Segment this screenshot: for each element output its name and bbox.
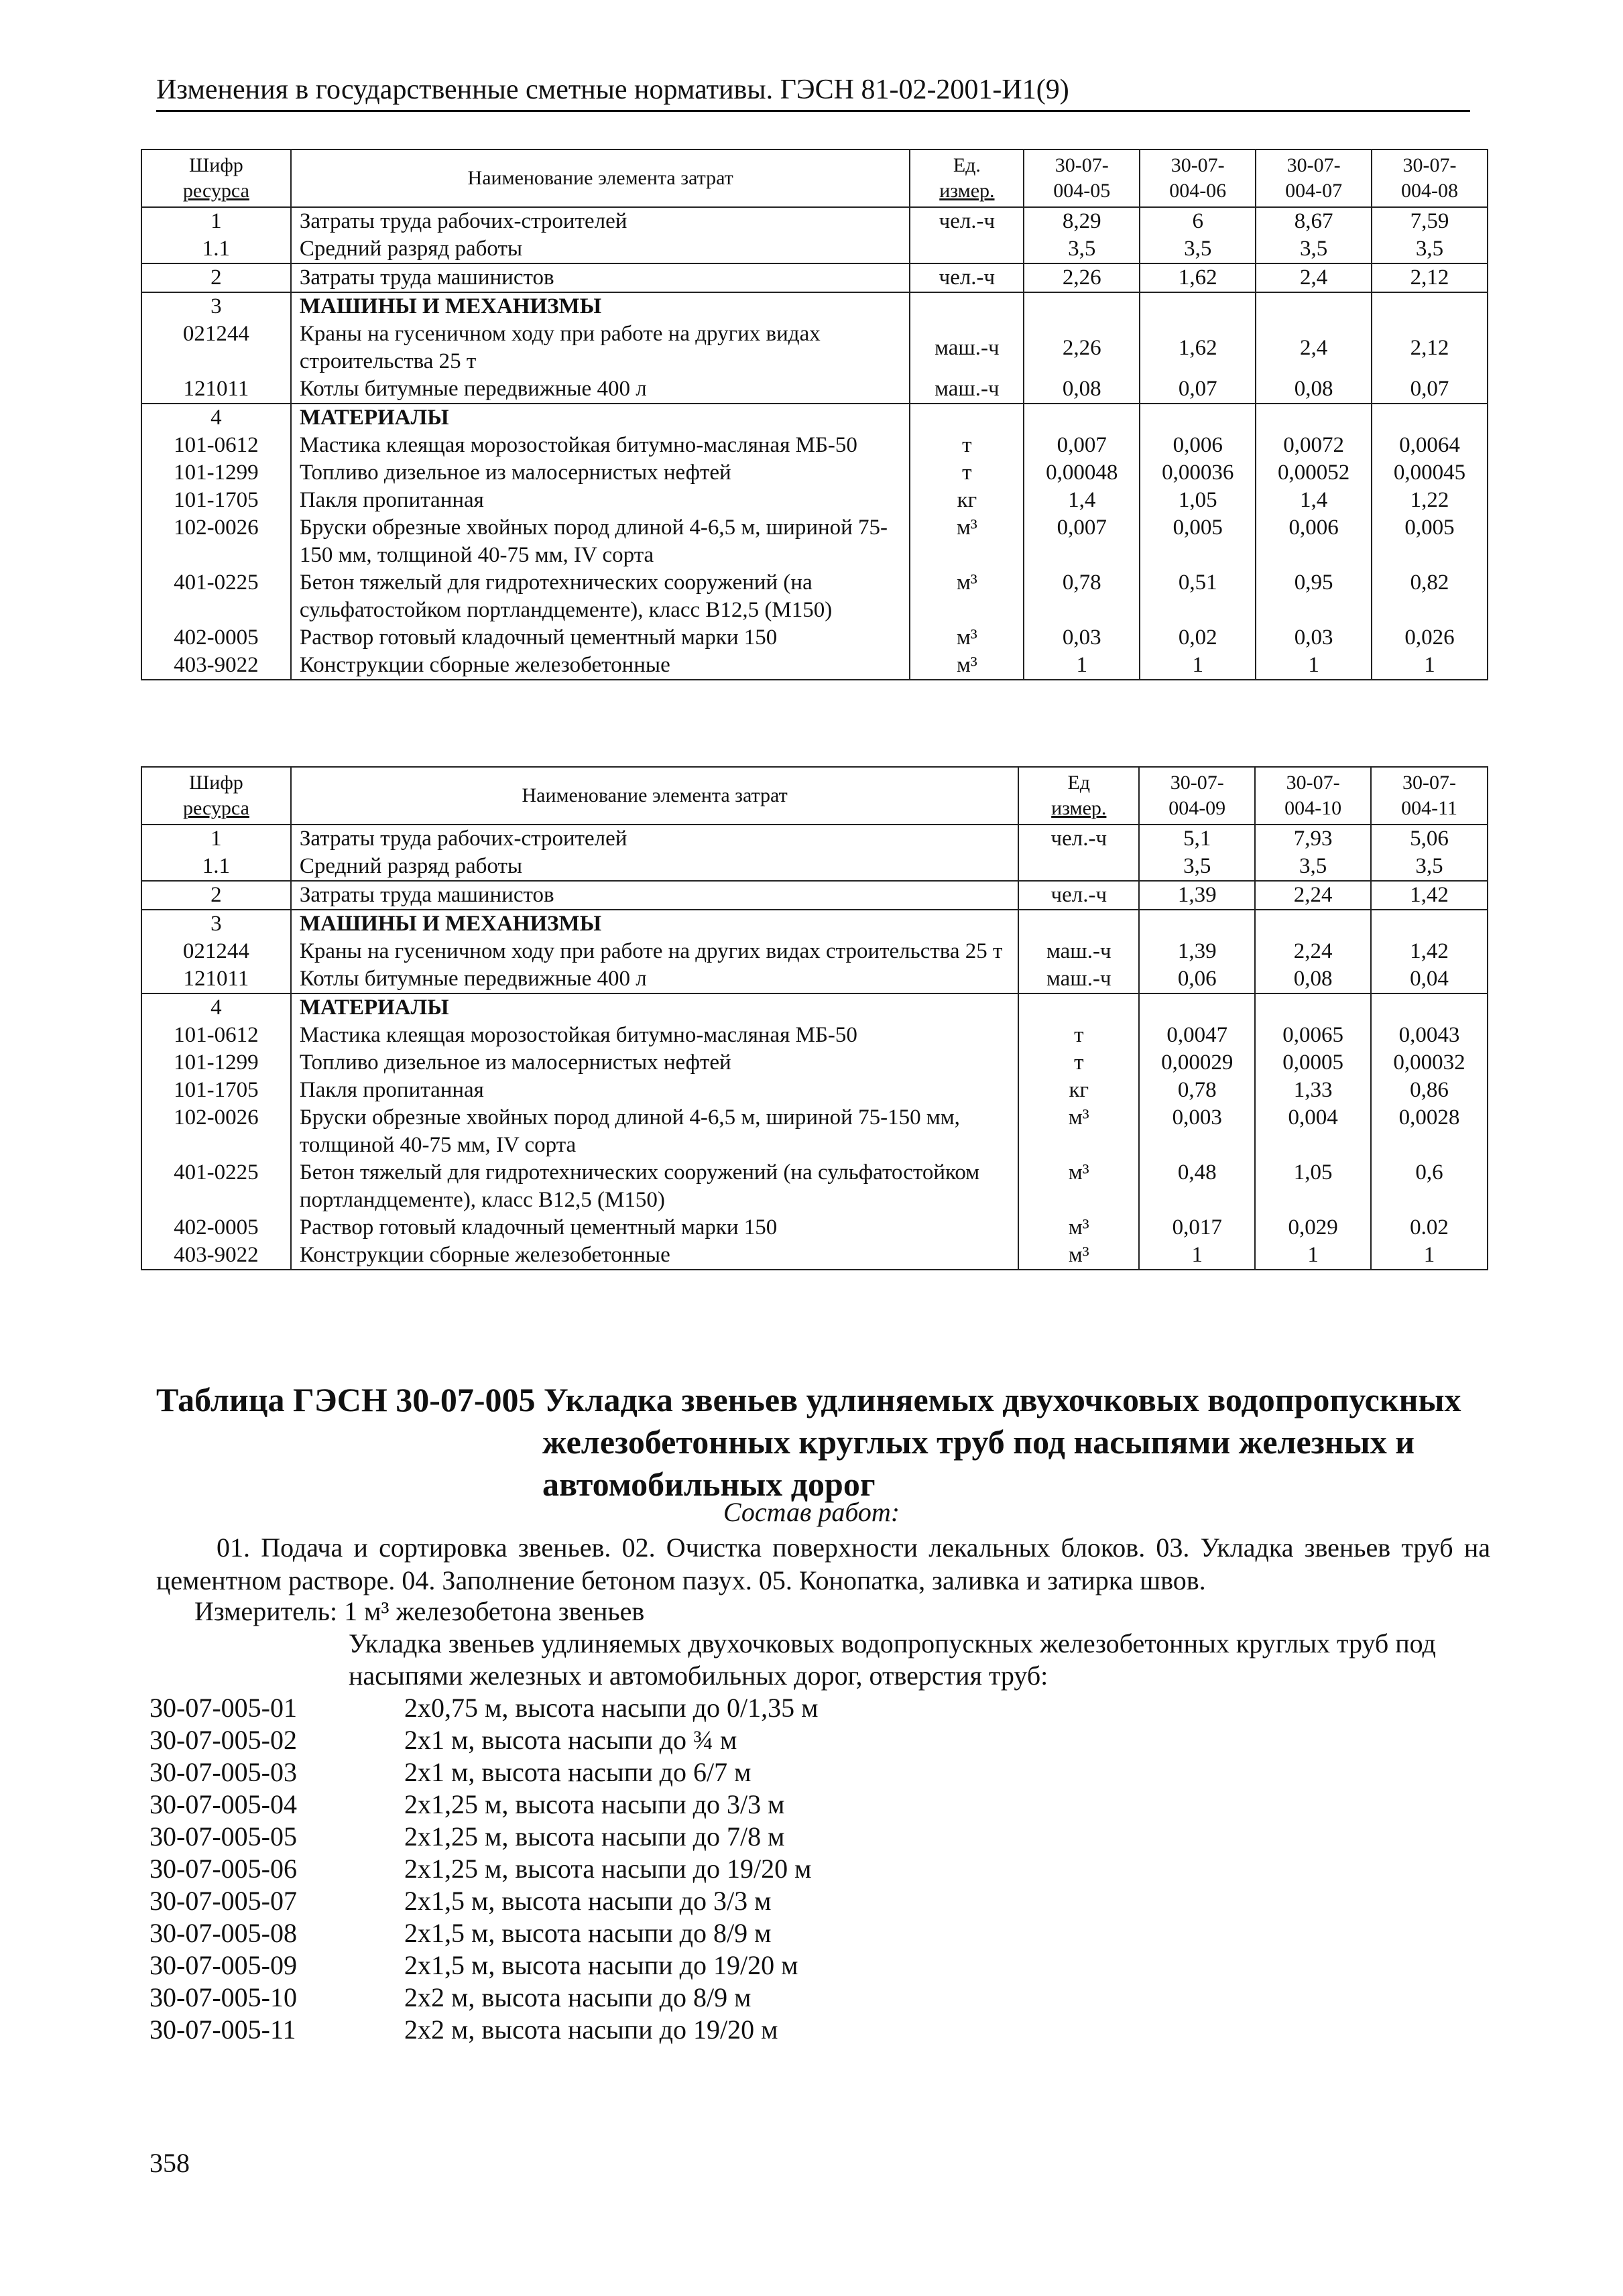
header-name: Наименование элемента затрат [291, 149, 910, 207]
cell-value: 0,004 [1255, 1104, 1371, 1159]
table-row [141, 1242, 1488, 1270]
cell-value: 0,95 [1256, 569, 1372, 624]
header-code: Шифр ресурса [141, 149, 291, 207]
cell-name: Топливо дизельное из малосернистых нефтей [291, 459, 910, 487]
cell-unit: м³ [1018, 1159, 1139, 1214]
cell-value: 3,5 [1256, 235, 1372, 263]
cell-code: 102-0026 [141, 514, 291, 569]
table-row [141, 652, 1488, 680]
table-row [141, 1049, 1488, 1077]
cell-value: 1,05 [1255, 1159, 1371, 1214]
cell-unit: маш.-ч [910, 320, 1024, 375]
norm-code: 30-07-005-06 [149, 1854, 297, 1884]
cell-value: 0,6 [1371, 1159, 1488, 1214]
norm-description: 2x2 м, высота насыпи до 19/20 м [404, 2014, 778, 2045]
cell-value: 0,00048 [1024, 459, 1140, 487]
cell-value: 0,00045 [1372, 459, 1488, 487]
table-row [141, 910, 1488, 938]
cell-value: 8,67 [1256, 207, 1372, 235]
cell-code: 401-0225 [141, 1159, 291, 1214]
table-row [141, 459, 1488, 487]
cell-value: 0,03 [1024, 624, 1140, 652]
list-item [149, 1821, 818, 1853]
cell-unit: чел.-ч [1018, 825, 1139, 853]
cell-value: 0,006 [1256, 514, 1372, 569]
cell-value: 0,78 [1139, 1077, 1255, 1104]
page-number: 358 [149, 2148, 190, 2178]
section-title-line: железобетонных круглых труб под насыпями железных и [542, 1423, 1415, 1461]
cell-value: 1 [1256, 652, 1372, 680]
cell-value: 2,4 [1256, 263, 1372, 292]
cell-value: 1,42 [1371, 881, 1488, 910]
list-item [149, 1789, 818, 1821]
list-item [149, 1692, 818, 1724]
table-row [141, 853, 1488, 881]
table-row [141, 1159, 1488, 1214]
cell-value: 2,12 [1372, 320, 1488, 375]
norm-code: 30-07-005-02 [149, 1725, 297, 1755]
section-heading: МАШИНЫ И МЕХАНИЗМЫ [291, 910, 1018, 938]
cell-value: 6 [1140, 207, 1256, 235]
header-unit: Ед. измер. [910, 149, 1024, 207]
table-row [141, 881, 1488, 910]
table-row [141, 993, 1488, 1022]
cell-code: 3 [141, 292, 291, 320]
cell-value: 3,5 [1024, 235, 1140, 263]
cell-name: Бруски обрезные хвойных пород длиной 4-6,5 м, шириной 75-150 мм, толщиной 40-75 мм, IV сорта [291, 514, 910, 569]
cell-unit: т [910, 432, 1024, 459]
cell-value: 1 [1372, 652, 1488, 680]
cell-value: 2,24 [1255, 881, 1371, 910]
cell-unit [910, 292, 1024, 320]
cell-code: 401-0225 [141, 569, 291, 624]
cell-value: 0,005 [1372, 514, 1488, 569]
cell-value: 0,0043 [1371, 1022, 1488, 1049]
section-title-line: Таблица ГЭСН 30-07-005 Укладка звеньев удлиняемых двухочковых водопропускных [156, 1381, 1461, 1418]
cell-unit [1018, 910, 1139, 938]
cell-value: 0,02 [1140, 624, 1256, 652]
cell-code: 021244 [141, 320, 291, 375]
cell-value: 1 [1024, 652, 1140, 680]
norm-description: 2x1 м, высота насыпи до ¾ м [404, 1725, 737, 1755]
cell-code: 101-1299 [141, 1049, 291, 1077]
cell-name: Затраты труда машинистов [291, 263, 910, 292]
cell-value: 0,00052 [1256, 459, 1372, 487]
cell-code: 101-0612 [141, 432, 291, 459]
cell-code: 2 [141, 881, 291, 910]
cell-value: 0,006 [1140, 432, 1256, 459]
cell-name: Средний разряд работы [291, 235, 910, 263]
section-title-line: автомобильных дорог [542, 1465, 876, 1503]
cell-value: 5,1 [1139, 825, 1255, 853]
cell-value: 0,06 [1139, 965, 1255, 993]
cell-name: Раствор готовый кладочный цементный марки 150 [291, 1214, 1018, 1242]
cell-value: 1,62 [1140, 320, 1256, 375]
cell-value: 0,51 [1140, 569, 1256, 624]
section-heading: МАТЕРИАЛЫ [291, 404, 910, 432]
header-unit: Ед измер. [1018, 767, 1139, 825]
cell-value: 0,003 [1139, 1104, 1255, 1159]
cell-value [1140, 292, 1256, 320]
cell-value: 1,4 [1256, 487, 1372, 514]
cell-unit: т [910, 459, 1024, 487]
cell-value [1139, 993, 1255, 1022]
cell-value: 0,00032 [1371, 1049, 1488, 1077]
cell-value: 1,4 [1024, 487, 1140, 514]
cell-unit: м³ [910, 652, 1024, 680]
norm-code: 30-07-005-03 [149, 1757, 297, 1787]
cell-value: 0,007 [1024, 514, 1140, 569]
header-norm-col: 30-07- 004-07 [1256, 149, 1372, 207]
cell-value [1140, 404, 1256, 432]
norm-code-list [149, 1692, 818, 2046]
running-header: Изменения в государственные сметные нормативы. ГЭСН 81-02-2001-И1(9) [156, 72, 1470, 112]
table-row [141, 514, 1488, 569]
list-item [149, 1982, 818, 2014]
cell-value: 2,26 [1024, 320, 1140, 375]
cell-name: Средний разряд работы [291, 853, 1018, 881]
cell-value: 3,5 [1139, 853, 1255, 881]
cell-value: 1,22 [1372, 487, 1488, 514]
cell-code: 101-1705 [141, 487, 291, 514]
cell-code: 403-9022 [141, 652, 291, 680]
norm-code: 30-07-005-07 [149, 1886, 297, 1916]
cell-value: 0.02 [1371, 1214, 1488, 1242]
cell-code: 402-0005 [141, 624, 291, 652]
resource-table-004-09-11 [141, 766, 1488, 1270]
table-row [141, 938, 1488, 965]
cell-value: 0,07 [1140, 375, 1256, 404]
cell-value: 0,08 [1024, 375, 1140, 404]
table-row [141, 624, 1488, 652]
cell-value: 0,04 [1371, 965, 1488, 993]
cell-unit: м³ [1018, 1242, 1139, 1270]
cell-code: 4 [141, 404, 291, 432]
section-heading: МАШИНЫ И МЕХАНИЗМЫ [291, 292, 910, 320]
cell-unit: маш.-ч [1018, 938, 1139, 965]
cell-value [1372, 292, 1488, 320]
cell-value [1372, 404, 1488, 432]
cell-unit: кг [1018, 1077, 1139, 1104]
cell-value: 0,026 [1372, 624, 1488, 652]
cell-value: 3,5 [1372, 235, 1488, 263]
list-item [149, 1724, 818, 1756]
cell-unit: чел.-ч [1018, 881, 1139, 910]
norm-description: 2x1,25 м, высота насыпи до 3/3 м [404, 1789, 785, 1819]
composition-text: 01. Подача и сортировка звеньев. 02. Очистка поверхности лекальных блоков. 03. Укладка звеньев труб на цементном растворе. 04. Заполнение бетоном пазух. 05. Конопатка, заливка и затирка швов. [156, 1532, 1490, 1595]
cell-name: Затраты труда рабочих-строителей [291, 825, 1018, 853]
cell-value [1256, 404, 1372, 432]
cell-unit: м³ [910, 624, 1024, 652]
table-header-row [141, 767, 1488, 825]
composition-heading: Состав работ: [723, 1497, 900, 1527]
cell-value: 1 [1139, 1242, 1255, 1270]
cell-name: Конструкции сборные железобетонные [291, 652, 910, 680]
cell-unit: чел.-ч [910, 263, 1024, 292]
table-row [141, 404, 1488, 432]
norm-code: 30-07-005-09 [149, 1950, 297, 1980]
header-norm-col: 30-07- 004-10 [1255, 767, 1371, 825]
cell-value [1255, 910, 1371, 938]
cell-code: 101-0612 [141, 1022, 291, 1049]
cell-value: 1,62 [1140, 263, 1256, 292]
table-row [141, 487, 1488, 514]
norm-code: 30-07-005-01 [149, 1693, 297, 1723]
cell-value: 8,29 [1024, 207, 1140, 235]
resource-table-004-05-08 [141, 149, 1488, 680]
norm-code: 30-07-005-10 [149, 1982, 297, 2012]
cell-unit: м³ [910, 514, 1024, 569]
norm-code: 30-07-005-11 [149, 2014, 296, 2045]
cell-value: 1 [1140, 652, 1256, 680]
cell-value: 0,08 [1255, 965, 1371, 993]
norm-intro: Укладка звеньев удлиняемых двухочковых водопропускных железобетонных круглых труб под насыпями железных и автомобильных дорог, отверстия труб: [349, 1628, 1436, 1691]
cell-value: 0,0065 [1255, 1022, 1371, 1049]
table-row [141, 1104, 1488, 1159]
cell-value: 0,005 [1140, 514, 1256, 569]
header-name: Наименование элемента затрат [291, 767, 1018, 825]
table-row [141, 1214, 1488, 1242]
cell-unit [910, 404, 1024, 432]
cell-name: Затраты труда рабочих-строителей [291, 207, 910, 235]
cell-name: Мастика клеящая морозостойкая битумно-масляная МБ-50 [291, 432, 910, 459]
cell-name: Пакля пропитанная [291, 1077, 1018, 1104]
cell-unit: т [1018, 1049, 1139, 1077]
section-heading: МАТЕРИАЛЫ [291, 993, 1018, 1022]
cell-value [1371, 910, 1488, 938]
norm-description: 2x1,5 м, высота насыпи до 19/20 м [404, 1950, 798, 1980]
table-row [141, 292, 1488, 320]
table-row [141, 1022, 1488, 1049]
cell-value: 2,4 [1256, 320, 1372, 375]
cell-value: 0,86 [1371, 1077, 1488, 1104]
list-item [149, 1917, 818, 1949]
table-row [141, 432, 1488, 459]
cell-value: 3,5 [1371, 853, 1488, 881]
cell-value: 2,24 [1255, 938, 1371, 965]
cell-code: 1 [141, 825, 291, 853]
norm-description: 2x1,25 м, высота насыпи до 19/20 м [404, 1854, 812, 1884]
cell-name: Топливо дизельное из малосернистых нефтей [291, 1049, 1018, 1077]
cell-value: 7,93 [1255, 825, 1371, 853]
table-row [141, 263, 1488, 292]
header-code: Шифр ресурса [141, 767, 291, 825]
cell-code: 4 [141, 993, 291, 1022]
cell-value: 1,33 [1255, 1077, 1371, 1104]
cell-value [1024, 404, 1140, 432]
cell-unit: кг [910, 487, 1024, 514]
measure-unit: Измеритель: 1 м³ железобетона звеньев [194, 1596, 645, 1626]
table-row [141, 235, 1488, 263]
cell-value: 1,42 [1371, 938, 1488, 965]
cell-code: 1.1 [141, 235, 291, 263]
table-header-row [141, 149, 1488, 207]
cell-value: 1 [1255, 1242, 1371, 1270]
cell-name: Раствор готовый кладочный цементный марки 150 [291, 624, 910, 652]
list-item [149, 2014, 818, 2046]
cell-value [1139, 910, 1255, 938]
cell-code: 403-9022 [141, 1242, 291, 1270]
norm-description: 2x1 м, высота насыпи до 6/7 м [404, 1757, 752, 1787]
cell-value: 0,0047 [1139, 1022, 1255, 1049]
cell-value: 0,78 [1024, 569, 1140, 624]
table-row [141, 375, 1488, 404]
norm-code: 30-07-005-05 [149, 1821, 297, 1852]
table-row [141, 207, 1488, 235]
cell-value: 0,48 [1139, 1159, 1255, 1214]
cell-value: 0,82 [1372, 569, 1488, 624]
norm-description: 2x1,5 м, высота насыпи до 8/9 м [404, 1918, 772, 1948]
cell-code: 101-1705 [141, 1077, 291, 1104]
cell-value: 0,08 [1256, 375, 1372, 404]
cell-name: Котлы битумные передвижные 400 л [291, 375, 910, 404]
cell-value: 1,39 [1139, 881, 1255, 910]
norm-description: 2x2 м, высота насыпи до 8/9 м [404, 1982, 752, 2012]
cell-name: Мастика клеящая морозостойкая битумно-масляная МБ-50 [291, 1022, 1018, 1049]
cell-value: 1,39 [1139, 938, 1255, 965]
cell-name: Бруски обрезные хвойных пород длиной 4-6,5 м, шириной 75-150 мм, толщиной 40-75 мм, IV сорта [291, 1104, 1018, 1159]
cell-value: 1 [1371, 1242, 1488, 1270]
cell-code: 1.1 [141, 853, 291, 881]
cell-unit: т [1018, 1022, 1139, 1049]
header-norm-col: 30-07- 004-08 [1372, 149, 1488, 207]
cell-value [1371, 993, 1488, 1022]
cell-value: 5,06 [1371, 825, 1488, 853]
cell-unit [1018, 853, 1139, 881]
norm-description: 2x1,5 м, высота насыпи до 3/3 м [404, 1886, 772, 1916]
header-norm-col: 30-07- 004-06 [1140, 149, 1256, 207]
norm-code: 30-07-005-08 [149, 1918, 297, 1948]
list-item [149, 1885, 818, 1917]
cell-value: 0,007 [1024, 432, 1140, 459]
cell-value: 0,00029 [1139, 1049, 1255, 1077]
cell-unit: чел.-ч [910, 207, 1024, 235]
cell-value [1255, 993, 1371, 1022]
table-row [141, 569, 1488, 624]
cell-value [1256, 292, 1372, 320]
list-item [149, 1853, 818, 1885]
cell-name: Краны на гусеничном ходу при работе на других видах строительства 25 т [291, 320, 910, 375]
cell-name: Пакля пропитанная [291, 487, 910, 514]
cell-code: 2 [141, 263, 291, 292]
list-item [149, 1756, 818, 1789]
cell-code: 021244 [141, 938, 291, 965]
list-item [149, 1949, 818, 1982]
norm-description: 2x0,75 м, высота насыпи до 0/1,35 м [404, 1693, 819, 1723]
norm-code: 30-07-005-04 [149, 1789, 297, 1819]
cell-value: 7,59 [1372, 207, 1488, 235]
norm-description: 2x1,25 м, высота насыпи до 7/8 м [404, 1821, 785, 1852]
cell-unit: м³ [1018, 1214, 1139, 1242]
table-row [141, 825, 1488, 853]
cell-value: 0,00036 [1140, 459, 1256, 487]
cell-value: 2,26 [1024, 263, 1140, 292]
cell-value: 3,5 [1255, 853, 1371, 881]
cell-name: Краны на гусеничном ходу при работе на других видах строительства 25 т [291, 938, 1018, 965]
cell-code: 1 [141, 207, 291, 235]
cell-value: 0,0028 [1371, 1104, 1488, 1159]
cell-unit [1018, 993, 1139, 1022]
cell-value: 0,07 [1372, 375, 1488, 404]
cell-name: Бетон тяжелый для гидротехнических сооружений (на сульфатостойком портландцементе), класс В12,5 (М150) [291, 1159, 1018, 1214]
section-title [156, 1379, 1490, 1506]
cell-value: 2,12 [1372, 263, 1488, 292]
cell-code: 101-1299 [141, 459, 291, 487]
cell-value: 0,017 [1139, 1214, 1255, 1242]
cell-code: 3 [141, 910, 291, 938]
header-norm-col: 30-07- 004-05 [1024, 149, 1140, 207]
cell-unit: маш.-ч [910, 375, 1024, 404]
cell-code: 121011 [141, 375, 291, 404]
cell-value: 0,029 [1255, 1214, 1371, 1242]
cell-value [1024, 292, 1140, 320]
cell-name: Бетон тяжелый для гидротехнических сооружений (на сульфатостойком портландцементе), класс В12,5 (М150) [291, 569, 910, 624]
cell-unit [910, 235, 1024, 263]
cell-name: Котлы битумные передвижные 400 л [291, 965, 1018, 993]
cell-code: 121011 [141, 965, 291, 993]
cell-code: 102-0026 [141, 1104, 291, 1159]
cell-unit: маш.-ч [1018, 965, 1139, 993]
cell-value: 0,0072 [1256, 432, 1372, 459]
table-row [141, 1077, 1488, 1104]
header-norm-col: 30-07- 004-09 [1139, 767, 1255, 825]
cell-unit: м³ [1018, 1104, 1139, 1159]
cell-name: Конструкции сборные железобетонные [291, 1242, 1018, 1270]
cell-value: 3,5 [1140, 235, 1256, 263]
table-row [141, 965, 1488, 993]
header-norm-col: 30-07- 004-11 [1371, 767, 1488, 825]
cell-unit: м³ [910, 569, 1024, 624]
table-row [141, 320, 1488, 375]
cell-code: 402-0005 [141, 1214, 291, 1242]
cell-value: 0,0064 [1372, 432, 1488, 459]
cell-value: 0,03 [1256, 624, 1372, 652]
cell-value: 0,0005 [1255, 1049, 1371, 1077]
cell-value: 1,05 [1140, 487, 1256, 514]
cell-name: Затраты труда машинистов [291, 881, 1018, 910]
